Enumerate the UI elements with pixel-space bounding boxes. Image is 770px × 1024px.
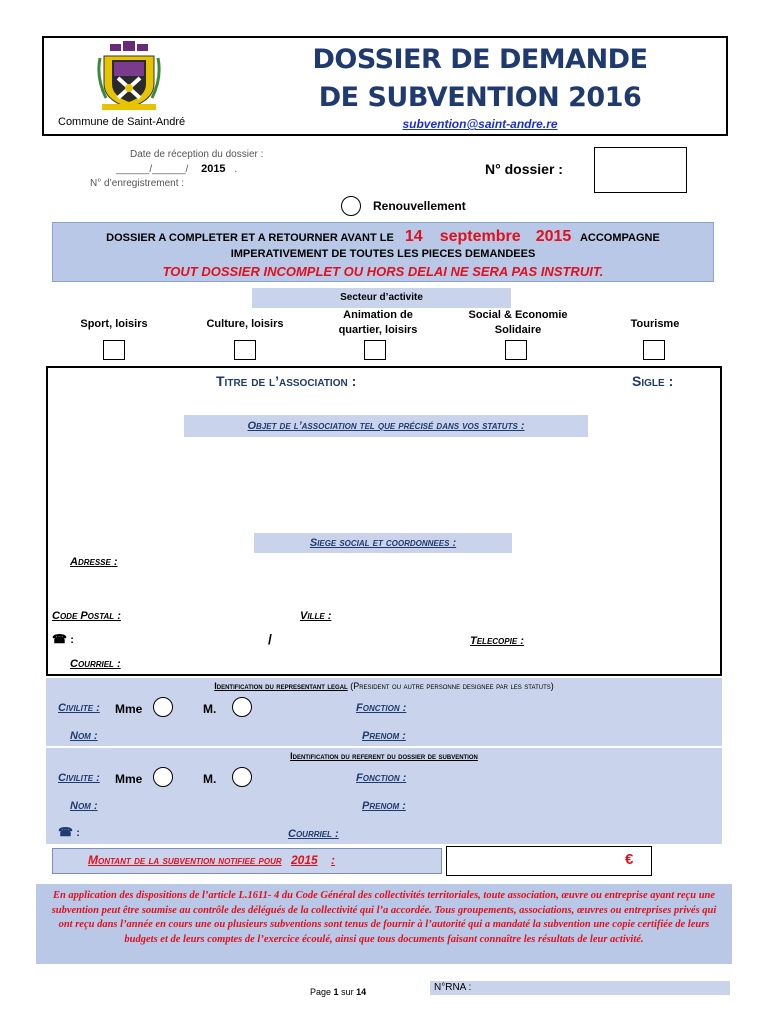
legal-rep-civility-label: Civilite : — [58, 702, 100, 714]
referent-name-label[interactable]: Nom : — [70, 800, 98, 812]
page-total: 14 — [356, 987, 367, 997]
amount-currency: € — [625, 851, 634, 868]
amount-label-row — [88, 853, 335, 867]
rna-label: N°RNA : — [434, 982, 472, 993]
siege-social-label: Siege social et coordonnees : — [254, 533, 512, 553]
form-title-line1: DOSSIER DE DEMANDE — [312, 44, 648, 75]
fax-label[interactable]: Telecopie : — [470, 635, 524, 647]
coat-of-arms-logo — [96, 38, 162, 114]
reception-date-value — [116, 163, 237, 175]
commune-name: Commune de Saint-André — [58, 116, 186, 128]
sector-label-tourisme: Tourisme — [630, 318, 680, 330]
page-current: 1 — [333, 987, 339, 997]
legal-rep-m-radio[interactable] — [232, 697, 252, 717]
association-object-label[interactable]: Objet de l’association tel que précisé dans vos statuts : — [184, 415, 588, 437]
deadline-month: septembre — [439, 228, 521, 245]
city-label[interactable]: Ville : — [300, 610, 332, 622]
phone-colon: : — [70, 634, 74, 646]
legal-rep-name-label[interactable]: Nom : — [70, 730, 98, 742]
reception-date-year: 2015 — [201, 163, 226, 175]
legal-rep-title — [46, 681, 722, 691]
amount-year: 2015 — [290, 853, 318, 867]
postal-code-label[interactable]: Code Postal : — [52, 610, 121, 622]
legal-rep-title-note: (President ou autre personne designee par les statuts) — [350, 681, 554, 691]
referent-section — [46, 748, 722, 844]
reception-date-blanks: ______/______/ — [116, 164, 189, 175]
association-title-label[interactable]: Titre de l’association : — [216, 373, 357, 389]
deadline-prefix: DOSSIER A COMPLETER ET A RETOURNER AVANT LE — [106, 232, 394, 244]
phone-icon: ☎ — [52, 632, 67, 646]
legal-rep-function-label[interactable]: Fonction : — [356, 702, 407, 714]
sector-title: Secteur d’activite — [252, 288, 511, 308]
association-email-label[interactable]: Courriel : — [70, 658, 121, 670]
referent-firstname-label[interactable]: Prenom : — [362, 800, 406, 812]
sector-checkbox-culture[interactable] — [234, 340, 256, 360]
referent-mme-label: Mme — [115, 772, 143, 786]
association-sigle-label[interactable]: Sigle : — [632, 373, 674, 389]
sector-checkbox-sport[interactable] — [103, 340, 125, 360]
deadline-line1 — [52, 228, 714, 246]
renewal-radio[interactable] — [341, 196, 361, 216]
page-number — [310, 987, 366, 997]
phone-separator: / — [268, 631, 272, 647]
renewal-label: Renouvellement — [373, 199, 466, 213]
deadline-line2: IMPERATIVEMENT DE TOUTES LES PIECES DEMANDEES — [230, 248, 536, 260]
address-label[interactable]: Adresse : — [70, 556, 118, 568]
referent-title: Identification du referent du dossier de subvention — [290, 751, 478, 761]
referent-phone-row[interactable] — [58, 825, 80, 839]
legal-notice-text: En application des dispositions de l’article L.1611- 4 du Code Général des collectivités territoriales, toute association, œuvre ou entreprise ayant reçu une subvention peut être soumise au contrôle des délégués de la collectivité qui l’a accordée. Tous groupements, associations, œuvres ou entreprises privés qui ont reçu dans l’année en cours une ou plusieurs subventions sont tenus de fournir à l’autorité qui a mandaté la subvention une copie certifiée de leurs budgets et de leurs comptes de l’exercice écoulé, ainsi que tous documents faisant connaître les résultats de leur activité. — [51, 890, 717, 945]
dossier-number-label: N° dossier : — [485, 161, 563, 177]
deadline-year: 2015 — [535, 228, 572, 245]
page-prefix: Page — [310, 987, 332, 997]
sector-label-social: Social & Economie Solidaire — [468, 309, 568, 336]
sector-label-sport: Sport, loisirs — [80, 318, 148, 330]
reception-date-dot: . — [234, 164, 238, 175]
amount-label: Montant de la subvention notifiee pour — [88, 853, 282, 867]
form-title-line2: DE SUBVENTION 2016 — [318, 82, 642, 113]
legal-rep-m-label: M. — [203, 702, 217, 716]
reception-date-label: Date de réception du dossier : — [130, 149, 264, 160]
sector-label-animation: Animation de quartier, loisirs — [338, 309, 418, 336]
page-mid: sur — [341, 987, 354, 997]
referent-email-label[interactable]: Courriel : — [288, 828, 339, 840]
contact-email-link[interactable]: subvention@saint-andre.re — [402, 117, 558, 131]
sector-label-culture: Culture, loisirs — [206, 318, 284, 330]
registration-number-label: N° d’enregistrement : — [90, 178, 185, 189]
legal-rep-title-main: Identification du representant legal — [214, 681, 348, 691]
legal-rep-mme-radio[interactable] — [153, 697, 173, 717]
referent-phone-colon: : — [76, 827, 80, 839]
referent-mme-radio[interactable] — [153, 767, 173, 787]
deadline-warning: TOUT DOSSIER INCOMPLET OU HORS DELAI NE SERA PAS INSTRUIT. — [162, 264, 604, 279]
legal-rep-mme-label: Mme — [115, 702, 143, 716]
referent-m-label: M. — [203, 772, 217, 786]
sector-checkbox-animation[interactable] — [364, 340, 386, 360]
sector-checkbox-tourisme[interactable] — [643, 340, 665, 360]
amount-colon: : — [331, 853, 336, 867]
dossier-number-box[interactable] — [594, 147, 687, 193]
amount-input-box[interactable] — [446, 846, 652, 876]
phone-row[interactable] — [52, 632, 74, 646]
referent-m-radio[interactable] — [232, 767, 252, 787]
deadline-day: 14 — [404, 228, 423, 245]
association-box — [46, 366, 722, 676]
referent-phone-icon: ☎ — [58, 825, 73, 839]
sector-checkbox-social[interactable] — [505, 340, 527, 360]
deadline-suffix: ACCOMPAGNE — [579, 232, 660, 244]
referent-civility-label: Civilite : — [58, 772, 100, 784]
referent-function-label[interactable]: Fonction : — [356, 772, 407, 784]
legal-rep-firstname-label[interactable]: Prenom : — [362, 730, 406, 742]
rna-field[interactable] — [430, 981, 730, 995]
